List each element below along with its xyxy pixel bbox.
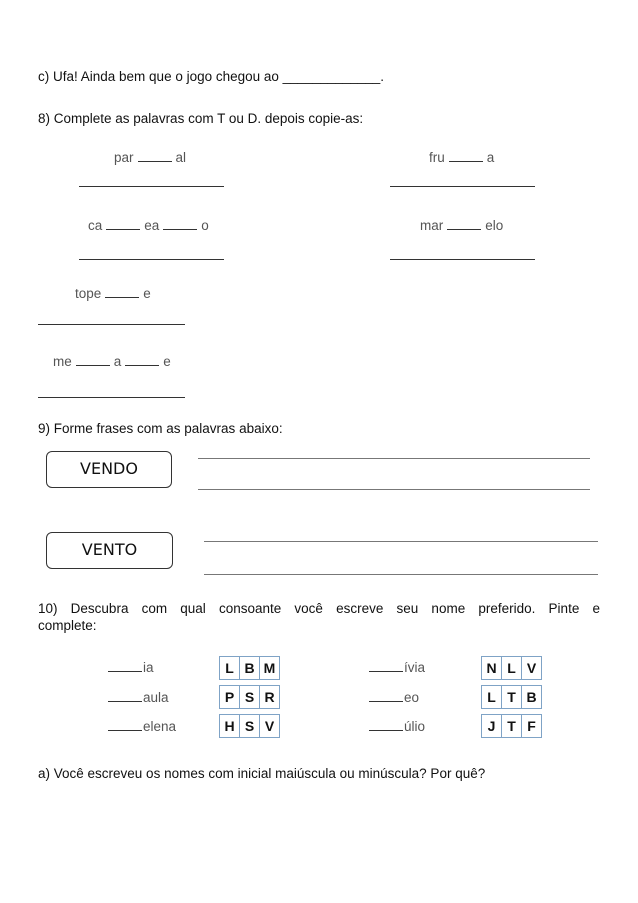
sentence-line-vendo-1[interactable] [198, 458, 590, 459]
q8-word-2: fru a [429, 150, 495, 165]
q8-title: 8) Complete as palavras com T ou D. depois copie-as: [38, 111, 364, 126]
q8-word-4: mar elo [420, 218, 504, 233]
name-right-2: eo [369, 689, 419, 705]
letter-cell[interactable]: L [220, 657, 240, 679]
q8-blank[interactable] [138, 149, 172, 162]
q8-blank[interactable] [447, 217, 481, 230]
q10-title-line-1: 10) Descubra com qual consoante você escreve seu nome preferido. Pinte e [38, 601, 600, 616]
name-left-3: elena [108, 718, 176, 734]
name-blank[interactable] [369, 718, 403, 731]
letter-cell[interactable]: B [526, 689, 537, 705]
q8-blank[interactable] [163, 217, 197, 230]
name-blank[interactable] [108, 659, 142, 672]
sentence-line-vento-2[interactable] [204, 574, 598, 575]
sentence-line-vento-1[interactable] [204, 541, 598, 542]
name-blank[interactable] [369, 689, 403, 702]
q8-word-3: ca ea o [88, 218, 209, 233]
letter-cell[interactable]: S [240, 686, 260, 708]
letter-cell[interactable]: L [502, 657, 522, 679]
letter-box-right-3 [481, 714, 542, 738]
q8-copy-line-5[interactable] [38, 324, 185, 325]
name-blank[interactable] [108, 718, 142, 731]
word-box-vendo: VENDO [46, 451, 172, 488]
letter-box-left-1 [219, 656, 280, 680]
letter-cell[interactable]: P [220, 686, 240, 708]
q9-title: 9) Forme frases com as palavras abaixo: [38, 421, 283, 436]
q8-word-1: par al [114, 150, 187, 165]
name-left-1: ia [108, 659, 154, 675]
letter-cell[interactable]: F [527, 718, 536, 734]
letter-box-left-3 [219, 714, 280, 738]
name-blank[interactable] [369, 659, 403, 672]
q8-blank[interactable] [125, 353, 159, 366]
letter-cell[interactable]: T [502, 715, 522, 737]
item-a-text: a) Você escreveu os nomes com inicial maiúscula ou minúscula? Por quê? [38, 766, 486, 781]
q8-word-5: tope e [75, 286, 151, 301]
word-box-vento: VENTO [46, 532, 173, 569]
letter-box-right-1 [481, 656, 542, 680]
name-blank[interactable] [108, 689, 142, 702]
letter-cell[interactable]: T [502, 686, 522, 708]
letter-cell[interactable]: J [482, 715, 502, 737]
q8-blank[interactable] [105, 285, 139, 298]
letter-cell[interactable]: V [264, 718, 275, 734]
letter-cell[interactable]: N [482, 657, 502, 679]
item-c-text: c) Ufa! Ainda bem que o jogo chegou ao _____________. [38, 69, 385, 84]
letter-cell[interactable]: S [240, 715, 260, 737]
q10-title-line-2: complete: [38, 618, 97, 633]
name-right-1: ívia [369, 659, 425, 675]
q8-copy-line-3[interactable] [79, 259, 224, 260]
letter-cell[interactable]: R [264, 689, 275, 705]
letter-cell[interactable]: V [526, 660, 537, 676]
letter-box-right-2 [481, 685, 542, 709]
letter-cell[interactable]: B [240, 657, 260, 679]
letter-cell[interactable]: H [220, 715, 240, 737]
q8-copy-line-4[interactable] [390, 259, 535, 260]
name-left-2: aula [108, 689, 169, 705]
q8-blank[interactable] [106, 217, 140, 230]
letter-box-left-2 [219, 685, 280, 709]
q8-copy-line-1[interactable] [79, 186, 224, 187]
name-right-3: úlio [369, 718, 425, 734]
q8-copy-line-2[interactable] [390, 186, 535, 187]
q8-copy-line-6[interactable] [38, 397, 185, 398]
q8-blank[interactable] [449, 149, 483, 162]
q8-blank[interactable] [76, 353, 110, 366]
sentence-line-vendo-2[interactable] [198, 489, 590, 490]
letter-cell[interactable]: M [263, 660, 276, 676]
letter-cell[interactable]: L [482, 686, 502, 708]
q8-word-6: me a e [53, 354, 171, 369]
